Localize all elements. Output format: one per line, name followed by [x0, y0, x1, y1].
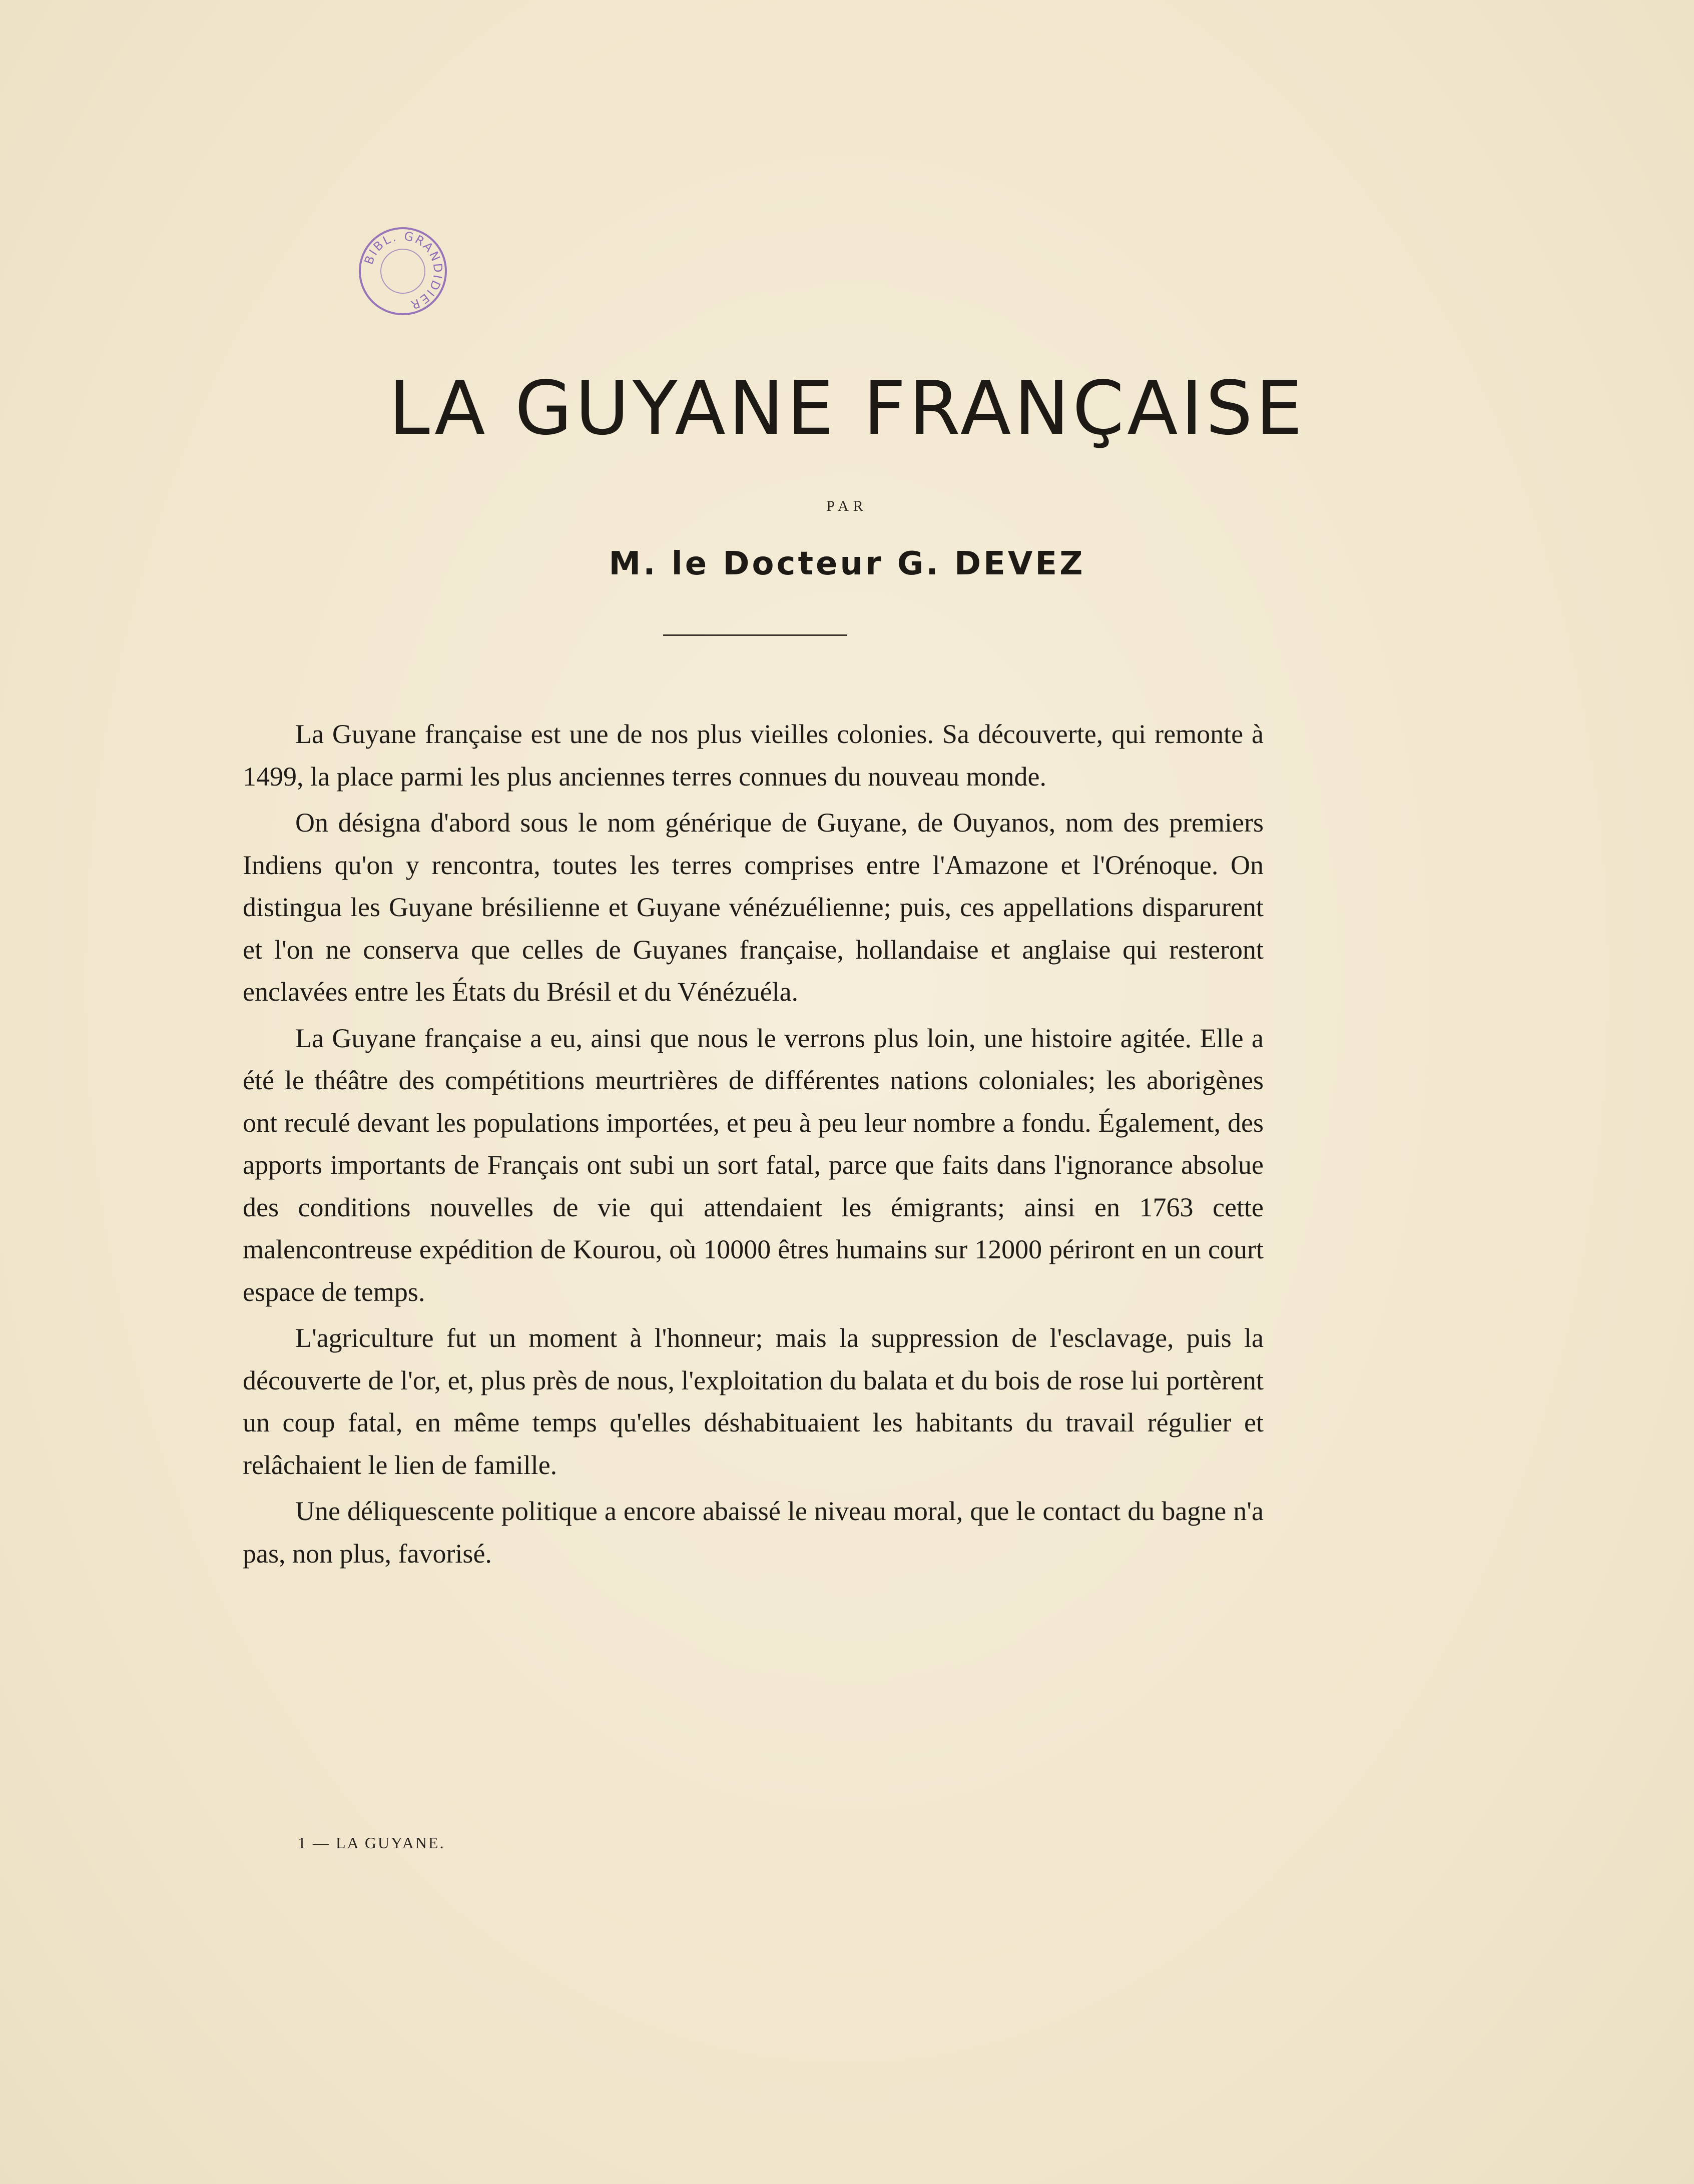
page-footer-signature: 1 — LA GUYANE.	[298, 1834, 445, 1852]
paragraph-4: L'agriculture fut un moment à l'honneur; mais la suppression de l'esclavage, puis la découverte de l'or, et, plus près de nous, l'exploitation du balata et du bois de rose lui portèrent un coup fatal, en même temps qu'elles déshabituaient les habitants du travail régulier et relâchaient le lien de famille.	[243, 1323, 1264, 1480]
svg-text:BIBL. GRANDIDIER: BIBL. GRANDIDIER	[361, 229, 445, 313]
document-title: LA GUYANE FRANÇAISE	[388, 365, 1306, 451]
paragraph-3: La Guyane française a eu, ainsi que nous le verrons plus loin, une histoire agitée. Elle a été le théâtre des compétitions meurtrières de différentes nations coloniales; les aborigènes ont reculé devant les populations importées, et peu à peu leur nombre a fondu. Également, des apports importants de Français ont subi un sort fatal, parce que faits dans l'ignorance absolue des conditions nouvelles de vie qui attendaient les émigrants; ainsi en 1763 cette malencontreuse expédition de Kourou, où 10000 êtres humains sur 12000 périront en un court espace de temps.	[243, 1023, 1264, 1307]
title-divider	[663, 634, 847, 636]
byline-par: PAR	[826, 498, 868, 514]
author-name: M. le Docteur G. DEVEZ	[609, 545, 1085, 582]
paragraph-2: On désigna d'abord sous le nom générique de Guyane, de Ouyanos, nom des premiers Indiens qu'on y rencontra, toutes les terres comprises entre l'Amazone et l'Orénoque. On distingua les Guyane brésilienne et Guyane vénézuélienne; puis, ces appellations disparurent et l'on ne conserva que celles de Guyanes française, hollandaise et anglaise qui resteront enclavées entre les États du Brésil et du Vénézuéla.	[243, 808, 1264, 1007]
body-text	[243, 713, 1264, 1579]
paragraph-5: Une déliquescente politique a encore abaissé le niveau moral, que le contact du bagne n'a pas, non plus, favorisé.	[243, 1496, 1264, 1569]
paragraph-1: La Guyane française est une de nos plus vieilles colonies. Sa découverte, qui remonte à 1499, la place parmi les plus anciennes terres connues du nouveau monde.	[243, 719, 1264, 792]
library-stamp-icon	[357, 221, 449, 321]
